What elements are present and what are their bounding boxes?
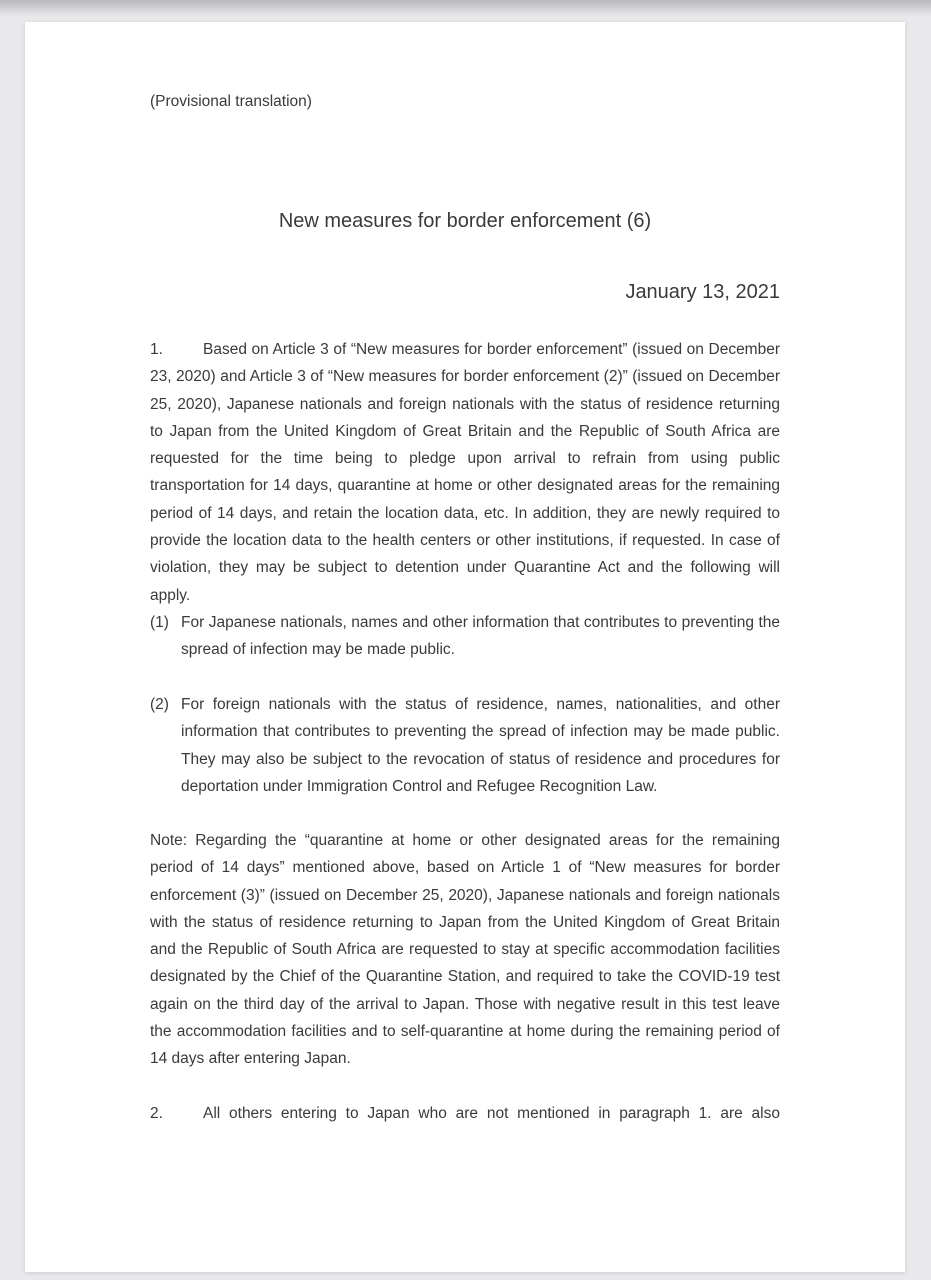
provisional-note: (Provisional translation): [150, 93, 312, 110]
paragraph-1-number: 1.: [150, 341, 163, 358]
document-title: New measures for border enforcement (6): [278, 210, 652, 232]
paragraph-2: [150, 1100, 780, 1127]
top-shadow: [0, 0, 931, 16]
list-item-2-text: For foreign nationals with the status of residence, names, nationalities, and other information that contributes to preventing the spread of infection may be made public. They may also be subject to the revocation of status of residence and procedures for deportation under Immigration Control and Refugee Recognition Law.: [181, 696, 780, 795]
paragraph-2-number: 2.: [150, 1105, 163, 1122]
note-paragraph: Note: Regarding the “quarantine at home or other designated areas for the remaining period of 14 days” mentioned above, based on Article 1 of “New measures for border enforcement (3)” (issued on December 25, 2020), Japanese nationals and foreign nationals with the status of residence returning to Japan from the United Kingdom of Great Britain and the Republic of South Africa are requested to stay at specific accommodation facilities designated by the Chief of the Quarantine Station, and required to take the COVID-19 test again on the third day of the arrival to Japan. Those with negative result in this test leave the accommodation facilities and to self-quarantine at home during the remaining period of 14 days after entering Japan.: [150, 832, 780, 1068]
list-item-1-number: (1): [150, 614, 169, 631]
paragraph-1: [150, 336, 780, 609]
list-item-1-text: For Japanese nationals, names and other information that contributes to preventing the spread of infection may be made public.: [181, 614, 780, 659]
document-page: [25, 22, 905, 1272]
document-date: January 13, 2021: [625, 281, 780, 303]
list-item-2-number: (2): [150, 696, 169, 713]
paragraph-2-text: All others entering to Japan who are not mentioned in paragraph 1. are also: [203, 1105, 780, 1122]
paragraph-1-text: Based on Article 3 of “New measures for border enforcement” (issued on December 23, 2020) and Article 3 of “New measures for border enforcement (2)” (issued on December 25, 2020), Japanese nationals and foreign nationals with the status of residence returning to Japan from the United Kingdom of Great Britain and the Republic of South Africa are requested for the time being to pledge upon arrival to refrain from using public transportation for 14 days, quarantine at home or other designated areas for the remaining period of 14 days, and retain the location data, etc. In addition, they are newly required to provide the location data to the health centers or other institutions, if requested. In case of violation, they may be subject to detention under Quarantine Act and the following will apply.: [150, 341, 780, 604]
